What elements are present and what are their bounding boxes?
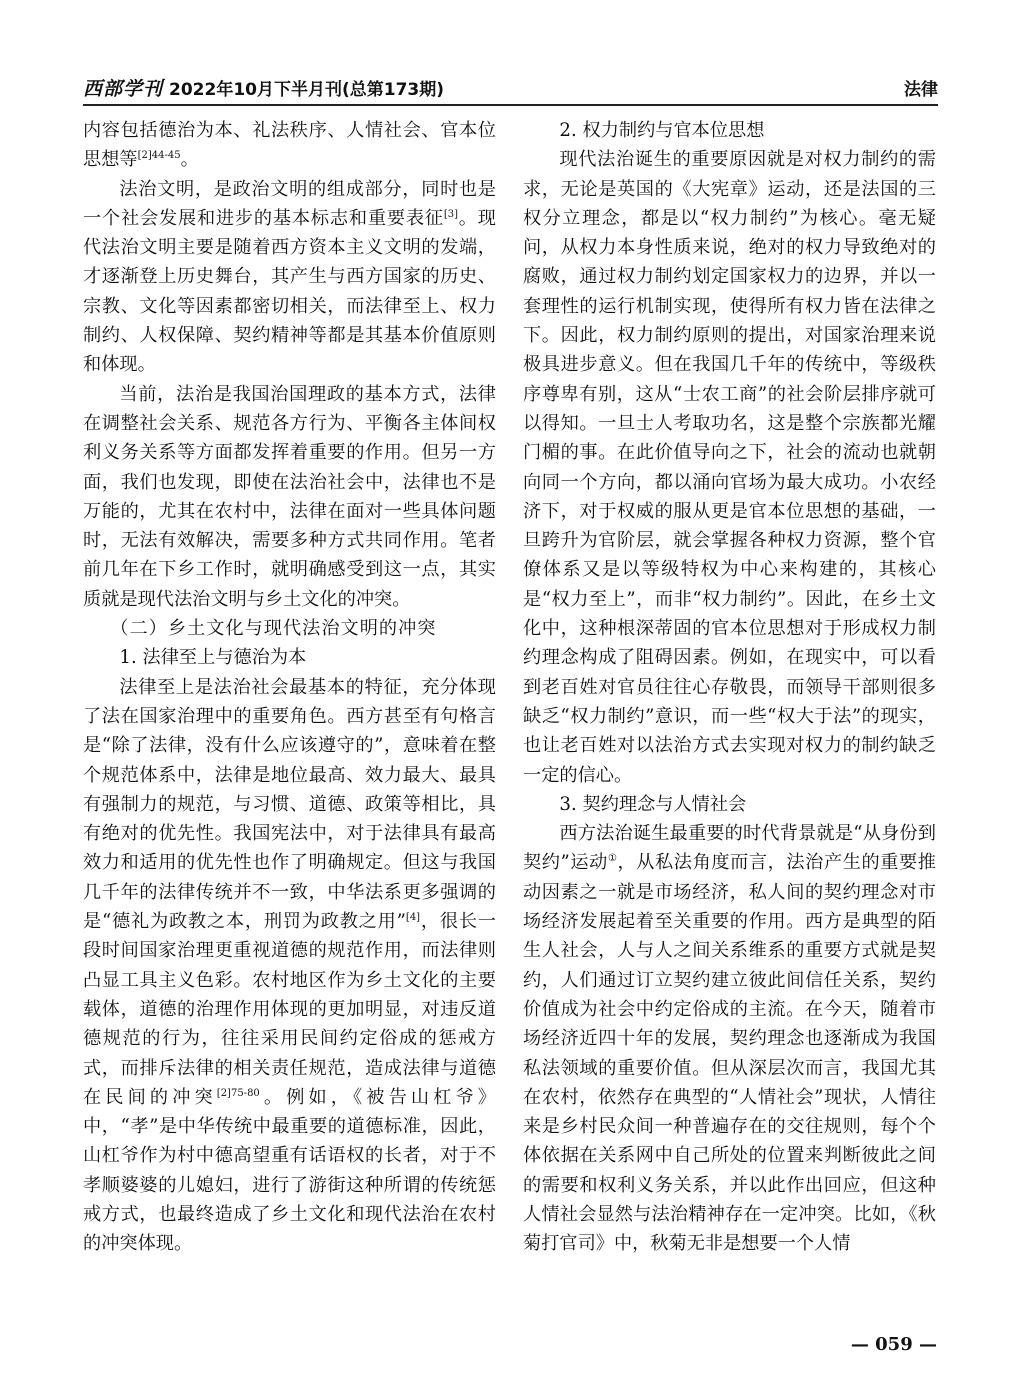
paragraph: [83, 175, 496, 380]
text-run: 当前，法治是我国治国理政的基本方式，法律在调整社会关系、规范各方行为、平衡各主体间权利义务关系等方面都发挥着重要的作用。但另一方面，我们也发现，即使在法治社会中，法律也不是万能的，尤其在农村中，法律在面对一些具体问题时，无法有效解决，需要多种方式共同作用。笔者前几年在下乡工作时，就明确感受到这一点，其实质就是现代法治文明与乡土文化的冲突。: [83, 383, 496, 610]
text-run: （二）乡土文化与现代法治文明的冲突: [110, 618, 437, 640]
citation-marker: [2]44-45: [137, 150, 181, 162]
citation-marker: [2]75-80: [216, 1087, 260, 1099]
text-run: 1. 法律至上与德治为本: [119, 647, 307, 669]
section-heading: [523, 790, 936, 819]
text-run: 。例如，《被告山杠爷》中，“孝”是中华传统中最重要的道德标准，因此，山杠爷作为村中德高望重有话语权的长者，对于不孝顺婆婆的儿媳妇，进行了游街这种所谓的传统惩戒方式，也最终造成了乡土文化和现代法治在农村的冲突体现。: [83, 1086, 496, 1255]
right-column: [523, 116, 936, 1259]
left-column: [83, 116, 496, 1259]
text-run: 。: [180, 149, 199, 171]
journal-name: 西部学刊: [83, 78, 164, 100]
text-run: 。现代法治文明主要是随着西方资本主义文明的发端，才逐渐登上历史舞台，其产生与西方国家的历史、宗教、文化等因素都密切相关，而法律至上、权力制约、人权保障、契约精神等都是其基本价值原则和体现。: [83, 207, 496, 376]
citation-marker: [4]: [405, 912, 421, 924]
paragraph: [83, 673, 496, 1259]
paragraph: [523, 819, 936, 1258]
text-run: 3. 契约理念与人情社会: [559, 793, 747, 815]
paragraph: [83, 116, 496, 175]
text-run: 2. 权力制约与官本位思想: [559, 120, 765, 141]
issue-info: 2022年10月下半月刊(总第173期): [169, 80, 444, 100]
page-header: [83, 72, 938, 102]
text-run: ，很长一段时间国家治理更重视道德的规范作用，而法律则凸显工具主义色彩。农村地区作为乡土文化的主要载体，道德的治理作用体现的更加明显，对违反道德规范的行为，往往采用民间约定俗成的惩戒方式，而排斥法律的相关责任规范，造成法律与道德在民间的冲突: [83, 911, 496, 1108]
citation-marker: ①: [607, 853, 618, 865]
section-heading: [83, 643, 496, 672]
text-run: ，从私法角度而言，法治产生的重要推动因素之一就是市场经济，私人间的契约理念对市场经济发展起着至关重要的作用。西方是典型的陌生人社会，人与人之间关系维系的重要方式就是契约，人们通过订立契约建立彼此间信任关系，契约价值成为社会中约定俗成的主流。在今天，随着市场经济近四十年的发展，契约理念也逐渐成为我国私法领域的重要价值。但从深层次而言，我国尤其在农村，依然存在典型的“人情社会”现状，人情往来是乡村民众间一种普遍存在的交往规则，每个个体依据在关系网中自己所处的位置来判断彼此之间的需要和权利义务关系，并以此作出回应，但这种人情社会显然与法治精神存在一定冲突。比如，《秋菊打官司》中，秋菊无非是想要一个人情: [523, 852, 936, 1255]
citation-marker: [3]: [443, 208, 458, 220]
section-label: 法律: [904, 80, 938, 100]
page-number: — 059 —: [850, 1334, 937, 1355]
section-heading: [83, 614, 496, 643]
text-run: 西方法治诞生最重要的时代背景就是“从身份到契约”运动: [523, 823, 936, 874]
text-run: 现代法治诞生的重要原因就是对权力制约的需求，无论是英国的《大宪章》运动，还是法国的三权分立理念，都是以“权力制约”为核心。毫无疑问，从权力本身性质来说，绝对的权力导致绝对的腐败，通过权力制约划定国家权力的边界，并以一套理性的运行机制实现，使得所有权力皆在法律之下。因此，权力制约原则的提出，对国家治理来说极具进步意义。但在我国几千年的传统中，等级秩序尊卑有别，这从“士农工商”的社会阶层排序就可以得知。一旦士人考取功名，这是整个宗族都光耀门楣的事。在此价值导向之下，社会的流动也就朝向同一个方向，都以涌向官场为最大成功。小农经济下，对于权威的服从更是官本位思想的基础，一旦跨升为官阶层，就会掌握各种权力资源，整个官僚体系又是以等级特权为中心来构建的，其核心是“权力至上”，而非“权力制约”。因此，在乡土文化中，这种根深蒂固的官本位思想对于形成权力制约理念构成了阻碍因素。例如，在现实中，可以看到老百姓对官员往往心存敬畏，而领导干部则很多缺乏“权力制约”意识，而一些“权大于法”的现实，也让老百姓对以法治方式去实现对权力的制约缺乏一定的信心。: [523, 149, 936, 786]
text-run: 内容包括德治为本、礼法秩序、人情社会、官本位思想等: [83, 120, 496, 171]
paragraph: [523, 145, 936, 790]
text-run: 法治文明，是政治文明的组成部分，同时也是一个社会发展和进步的基本标志和重要表征: [83, 178, 496, 229]
text-run: 法律至上是法治社会最基本的特征，充分体现了法在国家治理中的重要角色。西方甚至有句格言是“除了法律，没有什么应该遵守的”，意味着在整个规范体系中，法律是地位最高、效力最大、最具有强制力的规范，与习惯、道德、政策等相比，具有绝对的优先性。我国宪法中，对于法律具有最高效力和适用的优先性也作了明确规定。但这与我国几千年的法律传统并不一致，中华法系更多强调的是“德礼为政教之本，刑罚为政教之用”: [83, 676, 496, 933]
paragraph: [83, 380, 496, 614]
header-divider: [83, 104, 938, 106]
section-heading: [523, 116, 936, 145]
